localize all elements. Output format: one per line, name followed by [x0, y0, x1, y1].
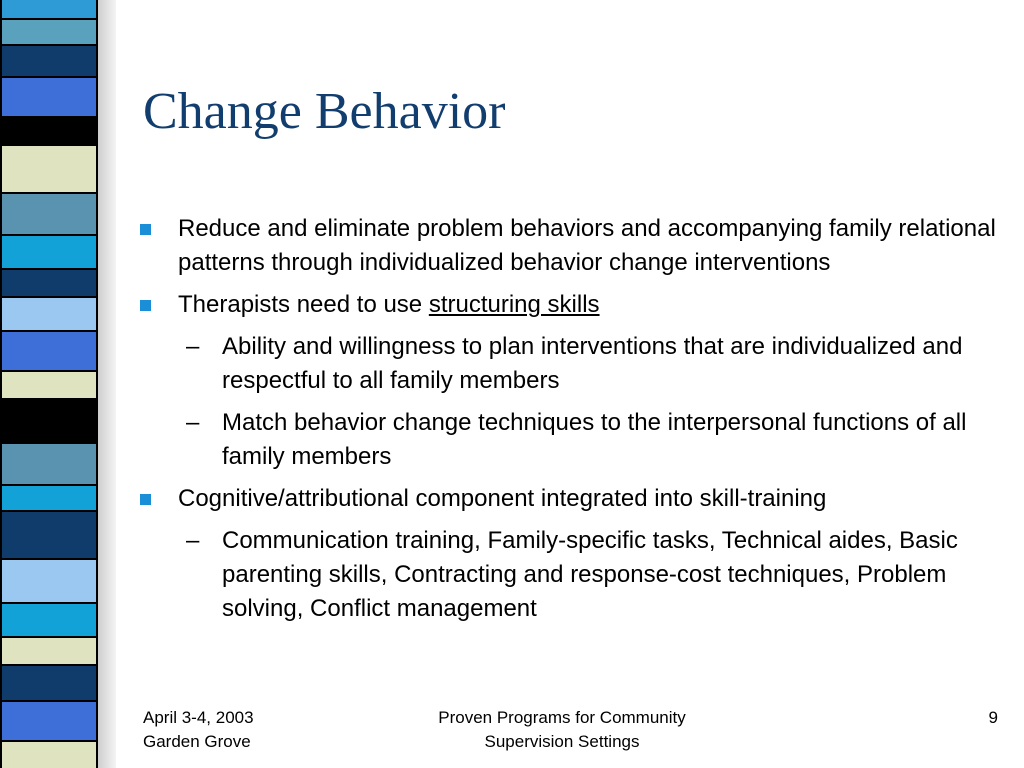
stripe-block — [0, 700, 98, 740]
bullet-1 — [140, 212, 1000, 280]
stripe-divider — [0, 144, 98, 146]
bullet-2 — [140, 288, 1000, 322]
slide-title: Change Behavior — [143, 83, 506, 140]
footer-title-line-2: Supervision Settings — [484, 732, 640, 751]
sub-bullet-2-1 — [140, 330, 1000, 398]
stripe-block — [0, 510, 98, 558]
stripe-block — [0, 740, 98, 768]
stripe-divider — [0, 370, 98, 372]
dash-bullet-icon: – — [186, 333, 200, 360]
page-number: 9 — [988, 708, 998, 727]
sub-bullet-3-1-text: Communication training, Family-specific tasks, Technical aides, Basic parenting skills, Contracting and response-cost techniques, Problem solving, Conflict management — [222, 527, 958, 622]
stripe-divider — [0, 664, 98, 666]
stripe-divider — [0, 192, 98, 194]
sub-bullet-3-1 — [140, 524, 1000, 626]
stripe-block — [0, 144, 98, 192]
footer-title-line-1: Proven Programs for Community — [438, 708, 686, 727]
stripe-block — [0, 0, 98, 18]
square-bullet-icon — [140, 300, 151, 311]
stripe-divider — [0, 234, 98, 236]
stripe-divider — [0, 398, 98, 400]
bullet-3 — [140, 482, 1000, 516]
stripe-divider — [0, 296, 98, 298]
stripe-block — [0, 484, 98, 510]
stripe-divider — [0, 558, 98, 560]
bullet-1-text: Reduce and eliminate problem behaviors and accompanying family relational patterns through individualized behavior change interventions — [178, 215, 996, 276]
stripe-band — [0, 0, 98, 768]
stripe-block — [0, 76, 98, 116]
stripe-block — [0, 268, 98, 296]
stripe-divider — [0, 636, 98, 638]
footer-date: April 3-4, 2003 — [143, 708, 254, 727]
stripe-divider — [0, 740, 98, 742]
stripe-block — [0, 370, 98, 398]
stripe-divider — [0, 442, 98, 444]
stripe-block — [0, 664, 98, 700]
stripe-block — [0, 192, 98, 234]
slide-body — [140, 212, 1000, 634]
stripe-divider — [0, 700, 98, 702]
structuring-skills-text: structuring skills — [428, 291, 600, 318]
stripe-divider — [0, 330, 98, 332]
sub-bullet-2-2-text: Match behavior change techniques to the interpersonal functions of all family members — [222, 409, 967, 470]
sub-bullet-2-2 — [140, 406, 1000, 474]
square-bullet-icon — [140, 224, 151, 235]
stripe-block — [0, 234, 98, 268]
dash-bullet-icon: – — [186, 409, 200, 436]
stripe-shadow — [98, 0, 116, 768]
stripe-divider — [0, 44, 98, 46]
stripe-block — [0, 398, 98, 442]
footer-title — [412, 706, 712, 754]
sub-bullet-2-1-text: Ability and willingness to plan interventions that are individualized and respectful to all family members — [222, 333, 963, 394]
stripe-block — [0, 296, 98, 330]
square-bullet-icon — [140, 494, 151, 505]
stripe-block — [0, 442, 98, 484]
decorative-stripe — [0, 0, 116, 768]
stripe-divider — [0, 76, 98, 78]
stripe-divider — [0, 18, 98, 20]
footer-date-location — [143, 706, 254, 754]
bullet-2-text: Therapists need to use — [178, 291, 429, 318]
stripe-divider — [0, 510, 98, 512]
stripe-block — [0, 636, 98, 664]
dash-bullet-icon: – — [186, 527, 200, 554]
stripe-block — [0, 602, 98, 636]
stripe-block — [0, 558, 98, 602]
stripe-block — [0, 44, 98, 76]
stripe-block — [0, 116, 98, 144]
stripe-divider — [0, 268, 98, 270]
stripe-divider — [0, 484, 98, 486]
bullet-3-text: Cognitive/attributional component integrated into skill-training — [178, 485, 827, 512]
stripe-block — [0, 18, 98, 44]
stripe-block — [0, 330, 98, 370]
stripe-divider — [0, 116, 98, 118]
footer-location: Garden Grove — [143, 732, 251, 751]
stripe-divider — [0, 602, 98, 604]
